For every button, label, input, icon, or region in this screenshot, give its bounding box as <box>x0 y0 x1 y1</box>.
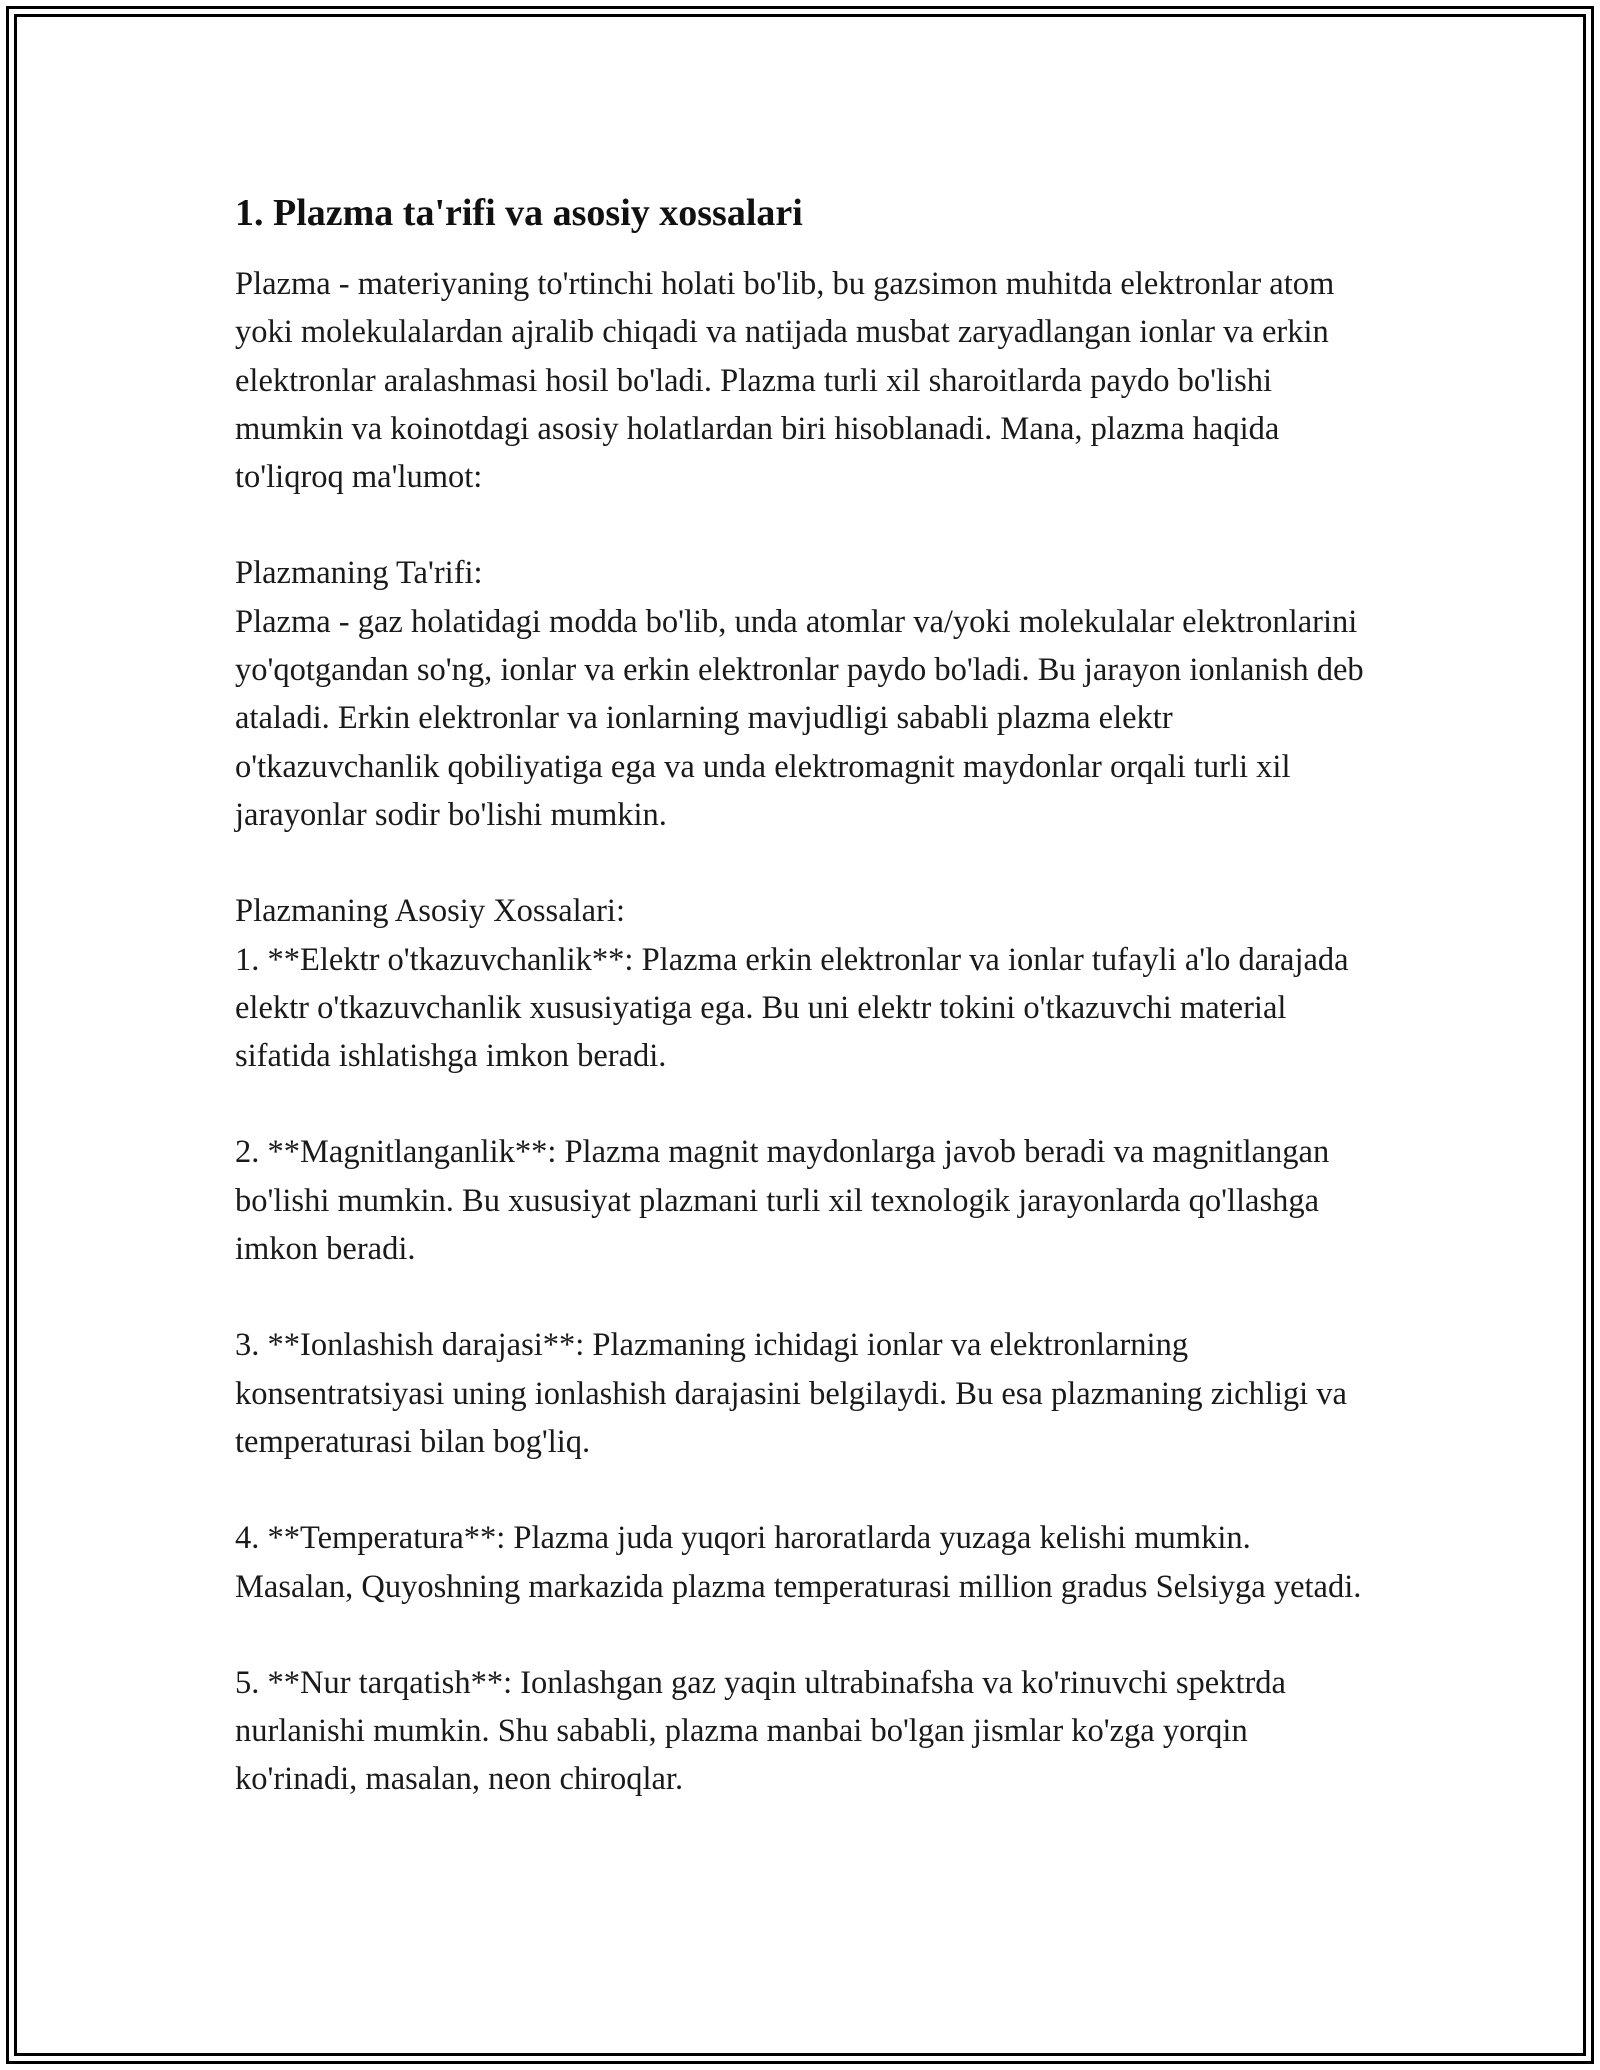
property-item: 5. **Nur tarqatish**: Ionlashgan gaz yaqin ultrabinafsha va ko'rinuvchi spektrda nurlanishi mumkin. Shu sababli, plazma manbai bo'lgan jismlar ko'zga yorqin ko'rinadi, masalan, neon chiroqlar. <box>235 1664 1286 1798</box>
property-item: 1. **Elektr o'tkazuvchanlik**: Plazma erkin elektronlar va ionlar tufayli a'lo darajada elektr o'tkazuvchanlik xususiyatiga ega. Bu uni elektr tokini o'tkazuvchi material sifatida ishlatishga imkon beradi. <box>235 941 1349 1075</box>
property-item: 3. **Ionlashish darajasi**: Plazmaning ichidagi ionlar va elektronlarning konsentratsiyasi uning ionlashish darajasini belgilaydi. Bu esa plazmaning zichligi va temperaturasi bilan bog'liq. <box>235 1327 1347 1460</box>
property-item: 4. **Temperatura**: Plazma juda yuqori haroratlarda yuzaga kelishi mumkin. Masalan, Quyoshning markazida plazma temperaturasi million gradus Selsiyga yetadi. <box>235 1520 1362 1605</box>
property-item: 2. **Magnitlanganlik**: Plazma magnit maydonlarga javob beradi va magnitlangan bo'lishi mumkin. Bu xususiyat plazmani turli xil texnologik jarayonlarda qo'llashga imkon beradi. <box>235 1134 1330 1268</box>
document-page <box>235 188 1365 1804</box>
definition-paragraph: Plazma - gaz holatidagi modda bo'lib, unda atomlar va/yoki molekulalar elektronlarini yo'qotgandan so'ng, ionlar va erkin elektronlar paydo bo'ladi. Bu jarayon ionlanish deb ataladi. Erkin elektronlar va ionlarning mavjudligi sababli plazma elektr o'tkazuvchanlik qobiliyatiga ega va unda elektromagnit maydonlar orqali turli xil jarayonlar sodir bo'lishi mumkin. <box>235 603 1364 833</box>
page-title: 1. Plazma ta'rifi va asosiy xossalari <box>235 192 803 234</box>
definition-heading: Plazmaning Ta'rifi: <box>235 555 483 592</box>
properties-heading: Plazmaning Asosiy Xossalari: <box>235 893 625 930</box>
intro-paragraph: Plazma - materiyaning to'rtinchi holati bo'lib, bu gazsimon muhitda elektronlar atom yoki molekulalardan ajralib chiqadi va natijada musbat zaryadlangan ionlar va erkin elektronlar aralashmasi hosil bo'ladi. Plazma turli xil sharoitlarda paydo bo'lishi mumkin va koinotdagi asosiy holatlardan biri hisoblanadi. Mana, plazma haqida to'liqroq ma'lumot: <box>235 266 1335 496</box>
